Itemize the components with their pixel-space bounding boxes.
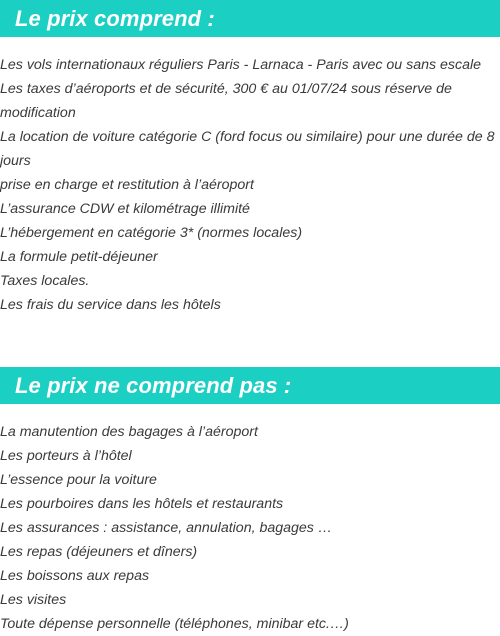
excludes-header xyxy=(0,367,500,404)
list-item: La formule petit-déjeuner xyxy=(0,249,158,265)
list-item: Toute dépense personnelle (téléphones, minibar etc.…) xyxy=(0,616,349,632)
list-item: Taxes locales. xyxy=(0,273,90,289)
list-item: La manutention des bagages à l’aéroport xyxy=(0,424,258,440)
includes-title: Le prix comprend : xyxy=(15,5,215,31)
list-item: Les taxes d’aéroports et de sécurité, 300 € au 01/07/24 sous réserve de modification xyxy=(0,81,452,121)
list-item: Les frais du service dans les hôtels xyxy=(0,297,221,313)
includes-list xyxy=(0,53,500,317)
list-item: Les boissons aux repas xyxy=(0,568,150,584)
list-item: Les assurances : assistance, annulation, bagages … xyxy=(0,520,333,536)
excludes-title: Le prix ne comprend pas : xyxy=(15,372,292,398)
list-item: Les pourboires dans les hôtels et restaurants xyxy=(0,496,284,512)
list-item: L’hébergement en catégorie 3* (normes locales) xyxy=(0,225,303,241)
excludes-list xyxy=(0,420,500,636)
list-item: Les porteurs à l’hôtel xyxy=(0,448,132,464)
list-item: La location de voiture catégorie C (ford focus ou similaire) pour une durée de 8 jours xyxy=(0,129,495,169)
includes-header xyxy=(0,0,500,37)
list-item: Les vols internationaux réguliers Paris - Larnaca - Paris avec ou sans escale xyxy=(0,57,482,73)
list-item: L’assurance CDW et kilométrage illimité xyxy=(0,201,250,217)
list-item: Les visites xyxy=(0,592,67,608)
list-item: Les repas (déjeuners et dîners) xyxy=(0,544,198,560)
list-item: L’essence pour la voiture xyxy=(0,472,157,488)
list-item: prise en charge et restitution à l’aéroport xyxy=(0,177,254,193)
